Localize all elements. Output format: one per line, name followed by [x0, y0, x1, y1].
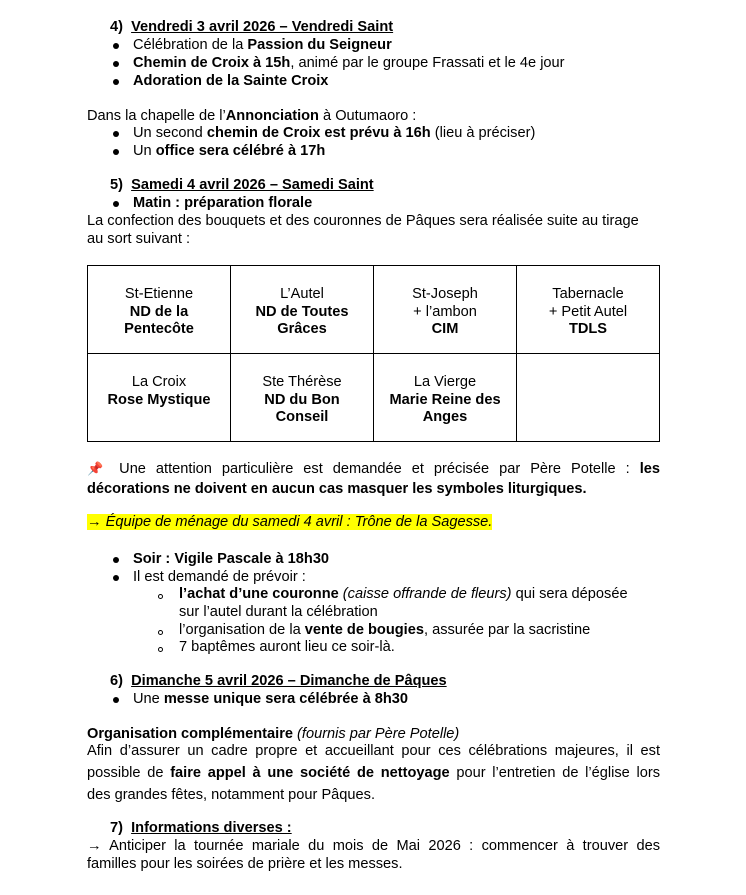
- table-cell-empty: [517, 354, 660, 442]
- bullet-icon: [113, 43, 119, 49]
- bullet-icon: [113, 149, 119, 155]
- info-line-2: familles pour les soirées de prière et les messes.: [87, 856, 403, 872]
- section-title: Dimanche 5 avril 2026 – Dimanche de Pâques: [131, 673, 447, 689]
- bullet-icon: [113, 61, 119, 67]
- bullet-icon: [113, 201, 119, 207]
- section-7-heading: [110, 820, 292, 838]
- bullet-icon: [113, 557, 119, 563]
- circle-bullet-icon: [158, 594, 163, 599]
- org-line-3: des grandes fêtes, notamment pour Pâques.: [87, 787, 375, 803]
- flower-draw-table: [87, 265, 660, 442]
- list-item: Soir : Vigile Pascale à 18h30: [133, 551, 330, 567]
- table-cell: La Croix Rose Mystique: [88, 354, 231, 442]
- paragraph: Dans la chapelle de l’Annonciation à Outumaoro :: [87, 108, 417, 124]
- list-item: Chemin de Croix à 15h, animé par le groupe Frassati et le 4e jour: [133, 55, 565, 71]
- section-number: 6): [110, 673, 123, 689]
- section-number: 7): [110, 820, 123, 836]
- table-cell: St-Joseph + l’ambon CIM: [374, 266, 517, 354]
- section-title: Vendredi 3 avril 2026 – Vendredi Saint: [131, 19, 394, 35]
- list-item: Matin : préparation florale: [133, 195, 313, 211]
- list-item: Il est demandé de prévoir :: [133, 569, 306, 585]
- circle-bullet-icon: [158, 647, 163, 652]
- table-row: [88, 266, 660, 354]
- table-cell: La Vierge Marie Reine des Anges: [374, 354, 517, 442]
- table-row: [88, 354, 660, 442]
- circle-bullet-icon: [158, 630, 163, 635]
- section-5-heading: [110, 177, 374, 195]
- table-cell: L’Autel ND de Toutes Grâces: [231, 266, 374, 354]
- table-cell: St-Etienne ND de la Pentecôte: [88, 266, 231, 354]
- paragraph-line: au sort suivant :: [87, 231, 191, 247]
- list-item: Un second chemin de Croix est prévu à 16h (lieu à préciser): [133, 125, 536, 141]
- table-cell: Tabernacle + Petit Autel TDLS: [517, 266, 660, 354]
- section-6-heading: [110, 673, 447, 691]
- list-item: Un office sera célébré à 17h: [133, 143, 326, 159]
- note-line: 📌 Une attention particulière est demandée et précisée par Père Potelle : les: [87, 461, 661, 477]
- sub-list-item: l’organisation de la vente de bougies, assurée par la sacristine: [179, 622, 591, 638]
- highlight-menage: → Équipe de ménage du samedi 4 avril : Trône de la Sagesse.: [87, 514, 493, 530]
- section-4-heading: [110, 19, 393, 37]
- section-title: Informations diverses :: [131, 820, 292, 836]
- bullet-icon: [113, 697, 119, 703]
- org-heading: Organisation complémentaire (fournis par Père Potelle): [87, 726, 460, 742]
- list-item: Une messe unique sera célébrée à 8h30: [133, 691, 409, 707]
- paragraph-line: La confection des bouquets et des couronnes de Pâques sera réalisée suite au tirage: [87, 213, 639, 229]
- sub-list-item-cont: sur l’autel durant la célébration: [179, 604, 378, 620]
- section-number: 5): [110, 177, 123, 193]
- bullet-icon: [113, 79, 119, 85]
- list-item: Adoration de la Sainte Croix: [133, 73, 329, 89]
- section-title: Samedi 4 avril 2026 – Samedi Saint: [131, 177, 374, 193]
- bullet-icon: [113, 131, 119, 137]
- org-line-2: possible de faire appel à une société de nettoyage pour l’entretien de l’église lors: [87, 765, 661, 781]
- info-line-1: → Anticiper la tournée mariale du mois de Mai 2026 : commencer à trouver des: [87, 838, 660, 854]
- pushpin-icon: 📌: [87, 461, 110, 476]
- note-line-2: décorations ne doivent en aucun cas masquer les symboles liturgiques.: [87, 481, 587, 497]
- list-item: Célébration de la Passion du Seigneur: [133, 37, 392, 53]
- section-number: 4): [110, 19, 123, 35]
- org-line-1: Afin d’assurer un cadre propre et accueillant pour ces célébrations majeures, il est: [87, 743, 660, 759]
- sub-list-item: 7 baptêmes auront lieu ce soir-là.: [179, 639, 395, 655]
- bullet-icon: [113, 575, 119, 581]
- sub-list-item: l’achat d’une couronne (caisse offrande de fleurs) qui sera déposée: [179, 586, 628, 602]
- table-cell: Ste Thérèse ND du Bon Conseil: [231, 354, 374, 442]
